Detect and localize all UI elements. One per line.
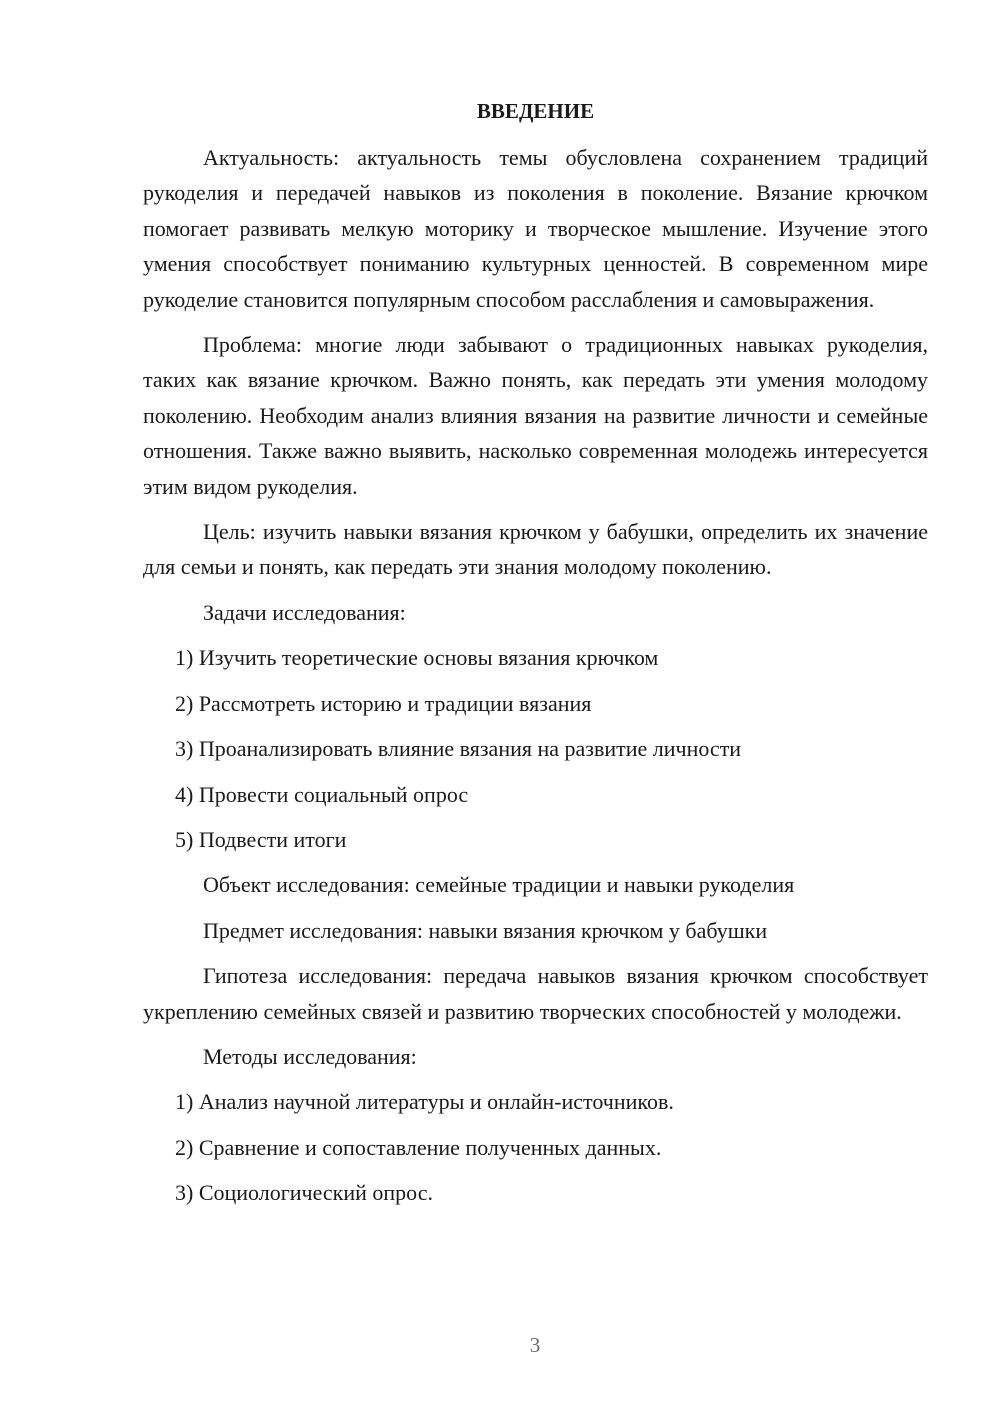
tasks-heading: Задачи исследования: <box>203 599 406 625</box>
method-item: 3) Социологический опрос. <box>175 1180 433 1206</box>
method-item: 2) Сравнение и сопоставление полученных данных. <box>175 1134 662 1160</box>
hypothesis-paragraph: Гипотеза исследования: передача навыков вязания крючком способствует укреплению семейных связей и развитию творческих способностей у молодежи. <box>143 963 928 1024</box>
relevance-paragraph: Актуальность: актуальность темы обусловлена сохранением традиций рукоделия и передачей навыков из поколения в поколение. Вязание крючком помогает развивать мелкую моторику и творческое мышление. Изучение этого умения способствует пониманию культурных ценностей. В современном мире рукоделие становится популярным способом расслабления и самовыражения. <box>143 145 928 312</box>
methods-heading: Методы исследования: <box>203 1043 417 1069</box>
task-item: 2) Рассмотреть историю и традиции вязания <box>175 690 592 716</box>
document-page <box>143 96 928 1221</box>
page-number: 3 <box>529 1333 541 1357</box>
goal-paragraph: Цель: изучить навыки вязания крючком у бабушки, определить их значение для семьи и понять, как передать эти знания молодому поколению. <box>143 519 928 580</box>
section-title: ВВЕДЕНИЕ <box>476 99 595 123</box>
method-item: 1) Анализ научной литературы и онлайн-источников. <box>175 1089 674 1115</box>
task-item: 4) Провести социальный опрос <box>175 781 469 807</box>
methods-list <box>143 1084 928 1210</box>
research-object: Объект исследования: семейные традиции и навыки рукоделия <box>203 872 795 898</box>
problem-paragraph: Проблема: многие люди забывают о традиционных навыках рукоделия, таких как вязание крючком. Важно понять, как передать эти умения молодому поколению. Необходим анализ влияния вязания на развитие личности и семейные отношения. Также важно выявить, насколько современная молодежь интересуется этим видом рукоделия. <box>143 332 928 499</box>
task-item: 5) Подвести итоги <box>175 826 347 852</box>
research-subject: Предмет исследования: навыки вязания крючком у бабушки <box>203 917 768 943</box>
task-item: 1) Изучить теоретические основы вязания крючком <box>175 645 659 671</box>
tasks-list <box>143 640 928 857</box>
task-item: 3) Проанализировать влияние вязания на развитие личности <box>175 736 742 762</box>
